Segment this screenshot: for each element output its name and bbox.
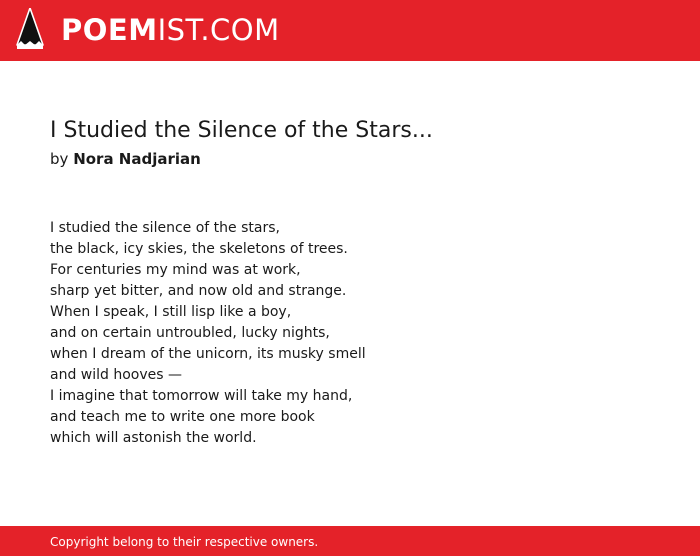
poem-line: I imagine that tomorrow will take my hand, [50,388,353,404]
poem-line: For centuries my mind was at work, [50,262,301,278]
poem-line: When I speak, I still lisp like a boy, [50,304,292,320]
poem-title: I Studied the Silence of the Stars... [50,118,433,143]
poem-byline [50,148,650,170]
site-logo-text [61,8,280,52]
byline-label: by [50,150,69,168]
site-header [0,0,700,61]
poem-line: sharp yet bitter, and now old and strange. [50,283,347,299]
site-logo-link[interactable] [16,8,280,52]
poem-line: and wild hooves — [50,367,183,383]
poem-line: the black, icy skies, the skeletons of trees. [50,241,348,257]
poem-line: which will astonish the world. [50,430,257,446]
brand-light-text: IST.COM [157,13,280,47]
poem-line: when I dream of the unicorn, its musky smell [50,346,366,362]
poem-header [50,116,650,170]
site-footer [0,526,700,556]
poem-line: and teach me to write one more book [50,409,315,425]
poem-body [50,218,366,449]
author-link[interactable]: Nora Nadjarian [73,150,201,168]
brand-bold-text: POEM [61,13,158,47]
poem-line: I studied the silence of the stars, [50,220,280,236]
pencil-tip-icon [16,8,44,52]
poem-line: and on certain untroubled, lucky nights, [50,325,330,341]
copyright-text: Copyright belong to their respective owners. [50,535,319,549]
